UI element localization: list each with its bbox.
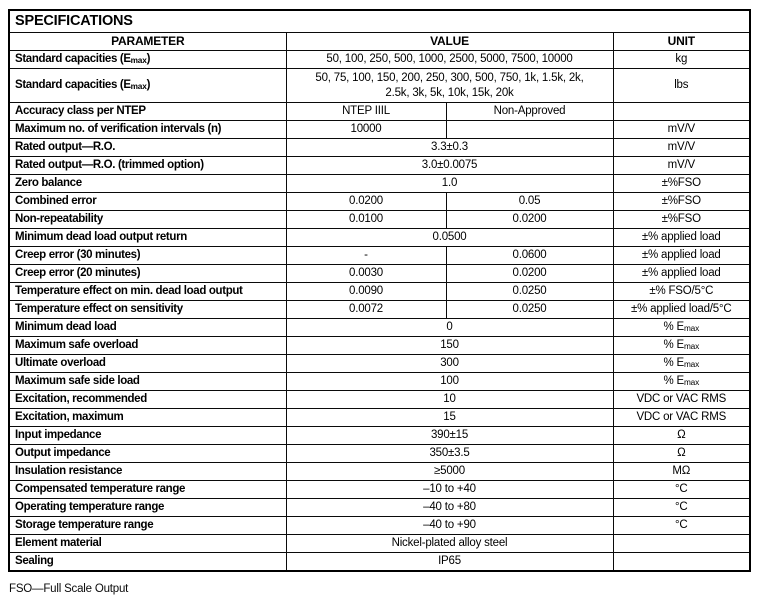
value-cell-right: 0.0250: [446, 301, 613, 319]
parameter-cell: Ultimate overload: [9, 355, 286, 373]
parameter-cell: Non-repeatability: [9, 211, 286, 229]
value-cell-right: 0.05: [446, 193, 613, 211]
table-row: [9, 481, 750, 499]
parameter-cell: Compensated temperature range: [9, 481, 286, 499]
parameter-cell: Creep error (30 minutes): [9, 247, 286, 265]
column-header-parameter: PARAMETER: [9, 33, 286, 51]
unit-cell: MΩ: [613, 463, 750, 481]
table-row: [9, 229, 750, 247]
unit-cell: °C: [613, 517, 750, 535]
table-row: [9, 247, 750, 265]
table-row: [9, 391, 750, 409]
value-cell: 15: [286, 409, 613, 427]
unit-cell: [613, 535, 750, 553]
parameter-cell: Maximum no. of verification intervals (n): [9, 121, 286, 139]
table-row: [9, 499, 750, 517]
parameter-cell: Excitation, recommended: [9, 391, 286, 409]
unit-cell: % $E_{max}$: [613, 337, 750, 355]
unit-cell: ±%FSO: [613, 175, 750, 193]
table-row: [9, 553, 750, 572]
value-cell: 50, 100, 250, 500, 1000, 2500, 5000, 7500, 10000: [286, 51, 613, 69]
value-cell: 10: [286, 391, 613, 409]
value-cell-left: 0.0090: [286, 283, 446, 301]
table-row: [9, 535, 750, 553]
unit-cell: ±% FSO/5°C: [613, 283, 750, 301]
spec-sheet-page: [8, 9, 749, 595]
unit-cell: % $E_{max}$: [613, 355, 750, 373]
table-header-row: [9, 33, 750, 51]
table-title-row: [9, 10, 750, 33]
table-row: [9, 211, 750, 229]
parameter-cell: Output impedance: [9, 445, 286, 463]
value-cell: 390±15: [286, 427, 613, 445]
parameter-cell: Maximum safe side load: [9, 373, 286, 391]
unit-cell: ±%FSO: [613, 211, 750, 229]
unit-cell: % $E_{max}$: [613, 373, 750, 391]
value-cell-left: 10000: [286, 121, 446, 139]
parameter-cell: Temperature effect on sensitivity: [9, 301, 286, 319]
table-body: [9, 51, 750, 572]
parameter-cell: Minimum dead load output return: [9, 229, 286, 247]
table-title: SPECIFICATIONS: [9, 10, 750, 33]
unit-cell: VDC or VAC RMS: [613, 391, 750, 409]
unit-cell: mV/V: [613, 121, 750, 139]
column-header-value: VALUE: [286, 33, 613, 51]
table-row: [9, 301, 750, 319]
table-row: [9, 175, 750, 193]
value-cell: ≥5000: [286, 463, 613, 481]
unit-cell: Ω: [613, 427, 750, 445]
value-cell: IP65: [286, 553, 613, 572]
table-row: [9, 121, 750, 139]
table-row: [9, 409, 750, 427]
table-row: [9, 283, 750, 301]
parameter-cell: Excitation, maximum: [9, 409, 286, 427]
value-cell: 0: [286, 319, 613, 337]
parameter-cell: Insulation resistance: [9, 463, 286, 481]
value-cell: Nickel-plated alloy steel: [286, 535, 613, 553]
value-cell-left: 0.0100: [286, 211, 446, 229]
table-row: [9, 319, 750, 337]
value-cell: 350±3.5: [286, 445, 613, 463]
table-row: [9, 265, 750, 283]
value-cell: –40 to +80: [286, 499, 613, 517]
value-cell: 150: [286, 337, 613, 355]
value-cell-left: NTEP IIIL: [286, 103, 446, 121]
parameter-cell: Operating temperature range: [9, 499, 286, 517]
unit-cell: VDC or VAC RMS: [613, 409, 750, 427]
value-cell-right: [446, 121, 613, 139]
unit-cell: °C: [613, 499, 750, 517]
table-row: [9, 139, 750, 157]
parameter-cell: Accuracy class per NTEP: [9, 103, 286, 121]
value-cell: –40 to +90: [286, 517, 613, 535]
unit-cell: ±% applied load: [613, 265, 750, 283]
value-cell: 0.0500: [286, 229, 613, 247]
value-cell: 300: [286, 355, 613, 373]
parameter-cell: Standard capacities $(E_{max})$: [9, 69, 286, 103]
table-row: [9, 427, 750, 445]
parameter-cell: Element material: [9, 535, 286, 553]
unit-cell: Ω: [613, 445, 750, 463]
value-cell-left: 0.0072: [286, 301, 446, 319]
value-cell: 1.0: [286, 175, 613, 193]
value-cell-right: 0.0200: [446, 211, 613, 229]
parameter-cell: Temperature effect on min. dead load output: [9, 283, 286, 301]
value-cell: –10 to +40: [286, 481, 613, 499]
value-cell-right: 0.0250: [446, 283, 613, 301]
table-row: [9, 373, 750, 391]
unit-cell: mV/V: [613, 139, 750, 157]
unit-cell: kg: [613, 51, 750, 69]
parameter-cell: Combined error: [9, 193, 286, 211]
table-row: [9, 445, 750, 463]
unit-cell: ±% applied load: [613, 229, 750, 247]
unit-cell: mV/V: [613, 157, 750, 175]
value-cell: 100: [286, 373, 613, 391]
parameter-cell: Storage temperature range: [9, 517, 286, 535]
table-row: [9, 463, 750, 481]
unit-cell: ±% applied load/5°C: [613, 301, 750, 319]
value-cell-right: Non-Approved: [446, 103, 613, 121]
parameter-cell: Rated output—R.O. (trimmed option): [9, 157, 286, 175]
table-row: [9, 51, 750, 69]
table-row: [9, 517, 750, 535]
unit-cell: °C: [613, 481, 750, 499]
unit-cell: [613, 553, 750, 572]
value-cell: 50, 75, 100, 150, 200, 250, 300, 500, 750, 1k, 1.5k, 2k, 2.5k, 3k, 5k, 10k, 15k, 20k: [286, 69, 613, 103]
value-cell-left: 0.0030: [286, 265, 446, 283]
value-cell-left: -: [286, 247, 446, 265]
parameter-cell: Maximum safe overload: [9, 337, 286, 355]
value-cell-right: 0.0600: [446, 247, 613, 265]
unit-cell: [613, 103, 750, 121]
parameter-cell: Zero balance: [9, 175, 286, 193]
unit-cell: % $E_{max}$: [613, 319, 750, 337]
table-row: [9, 193, 750, 211]
parameter-cell: Input impedance: [9, 427, 286, 445]
specifications-table: [8, 9, 751, 572]
table-row: [9, 69, 750, 103]
unit-cell: lbs: [613, 69, 750, 103]
value-cell: 3.0±0.0075: [286, 157, 613, 175]
table-row: [9, 355, 750, 373]
table-row: [9, 103, 750, 121]
table-row: [9, 157, 750, 175]
parameter-cell: Rated output—R.O.: [9, 139, 286, 157]
column-header-unit: UNIT: [613, 33, 750, 51]
parameter-cell: Standard capacities $(E_{max})$: [9, 51, 286, 69]
value-cell-right: 0.0200: [446, 265, 613, 283]
footnote: FSO—Full Scale Output: [9, 583, 129, 595]
value-cell: 3.3±0.3: [286, 139, 613, 157]
value-cell-left: 0.0200: [286, 193, 446, 211]
parameter-cell: Minimum dead load: [9, 319, 286, 337]
parameter-cell: Creep error (20 minutes): [9, 265, 286, 283]
unit-cell: ±%FSO: [613, 193, 750, 211]
table-row: [9, 337, 750, 355]
parameter-cell: Sealing: [9, 553, 286, 572]
unit-cell: ±% applied load: [613, 247, 750, 265]
